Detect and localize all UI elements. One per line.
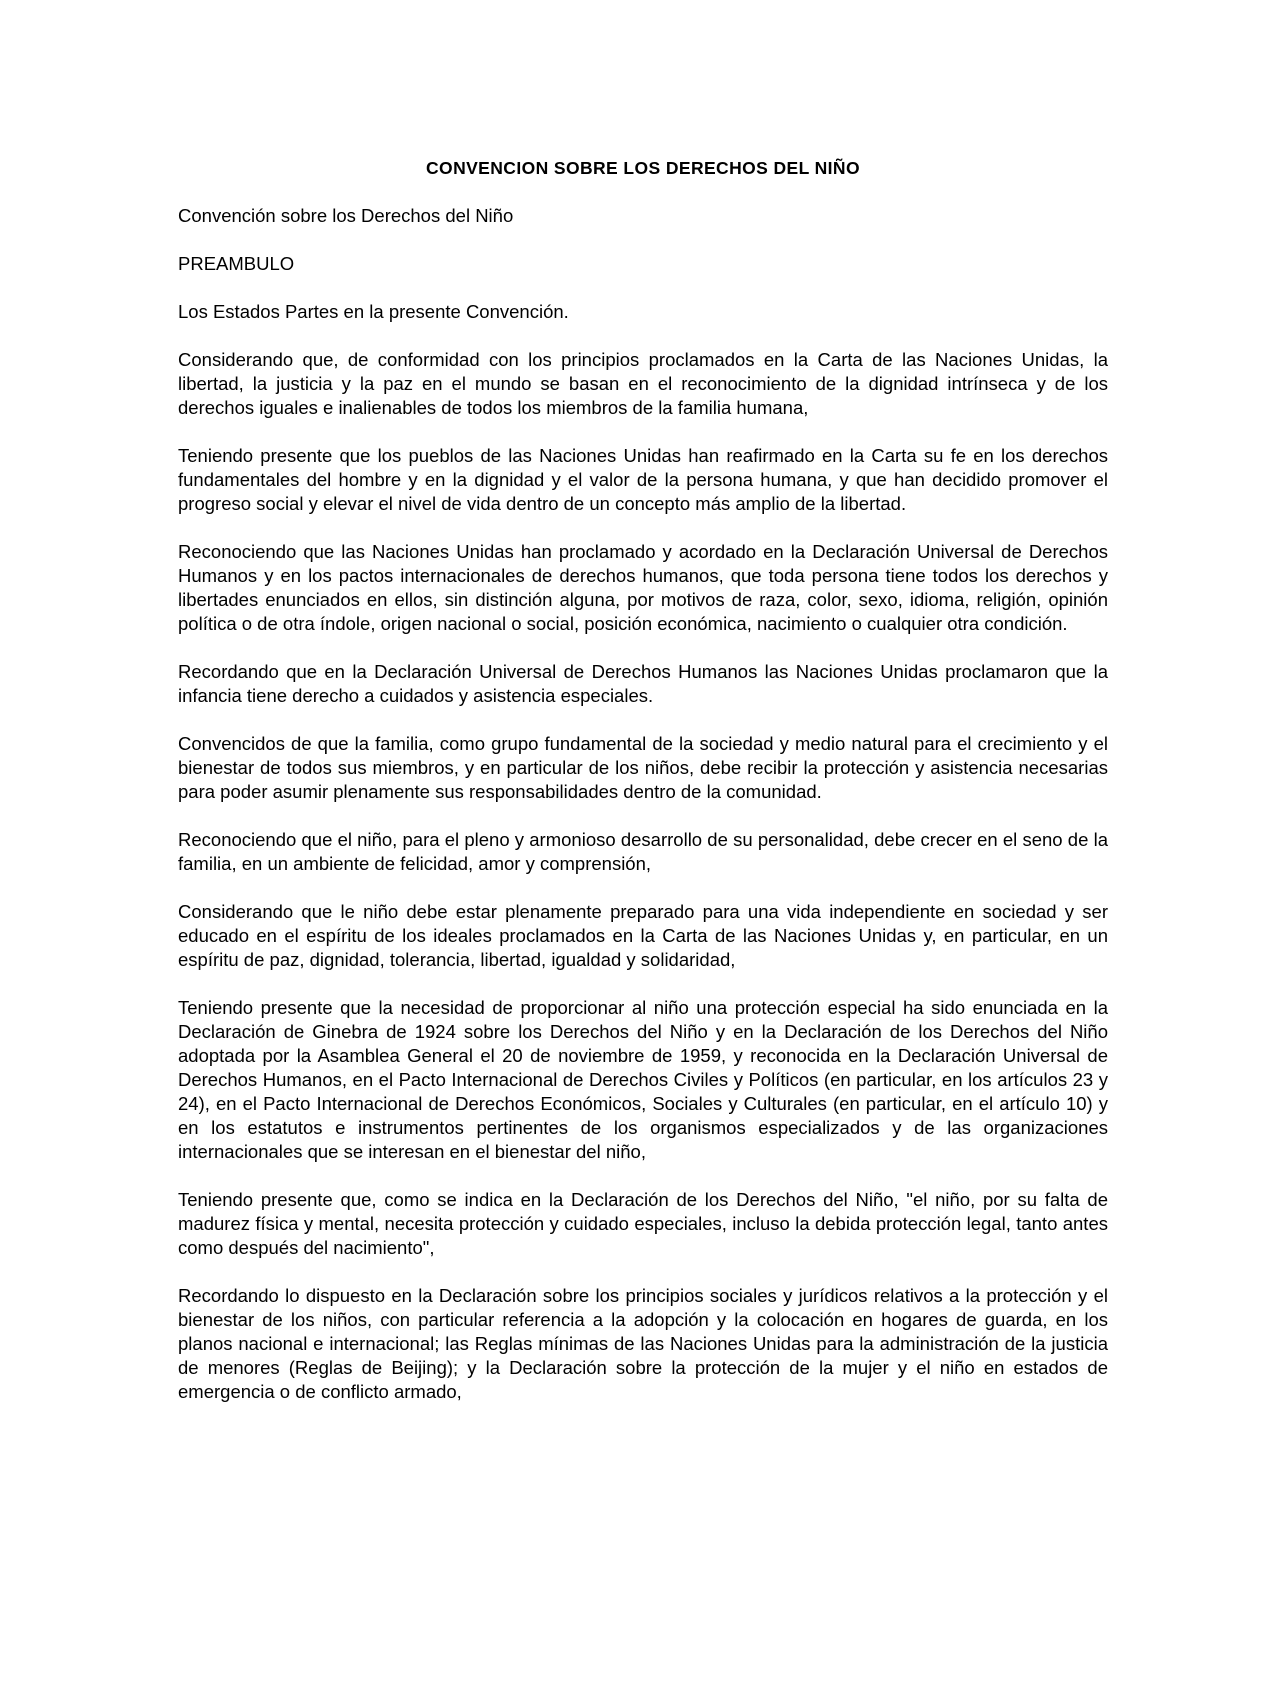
paragraph: Convencidos de que la familia, como grupo fundamental de la sociedad y medio natural para el crecimiento y el bienestar de todos sus miembros, y en particular de los niños, debe recibir la protección y asistencia necesarias para poder asumir plenamente sus responsabilidades dentro de la comunidad. xyxy=(178,733,1108,802)
paragraph: Teniendo presente que los pueblos de las Naciones Unidas han reafirmado en la Carta su fe en los derechos fundamentales del hombre y en la dignidad y el valor de la persona humana, y que han decidido promover el progreso social y elevar el nivel de vida dentro de un concepto más amplio de la libertad. xyxy=(178,445,1108,514)
paragraph: Los Estados Partes en la presente Convención. xyxy=(178,301,569,322)
document-subtitle: Convención sobre los Derechos del Niño xyxy=(178,205,514,226)
paragraph: Recordando lo dispuesto en la Declaración sobre los principios sociales y jurídicos relativos a la protección y el bienestar de los niños, con particular referencia a la adopción y la colocación en hogares de guarda, en los planos nacional e internacional; las Reglas mínimas de las Naciones Unidas para la administración de la justicia de menores (Reglas de Beijing); y la Declaración sobre la protección de la mujer y el niño en estados de emergencia o de conflicto armado, xyxy=(178,1285,1108,1402)
paragraph: Teniendo presente que, como se indica en la Declaración de los Derechos del Niño, "el niño, por su falta de madurez física y mental, necesita protección y cuidado especiales, incluso la debida protección legal, tanto antes como después del nacimiento", xyxy=(178,1189,1108,1258)
paragraph: Considerando que, de conformidad con los principios proclamados en la Carta de las Naciones Unidas, la libertad, la justicia y la paz en el mundo se basan en el reconocimiento de la dignidad intrínseca y de los derechos iguales e inalienables de todos los miembros de la familia humana, xyxy=(178,349,1108,418)
paragraph: Teniendo presente que la necesidad de proporcionar al niño una protección especial ha sido enunciada en la Declaración de Ginebra de 1924 sobre los Derechos del Niño y en la Declaración de los Derechos del Niño adoptada por la Asamblea General el 20 de noviembre de 1959, y reconocida en la Declaración Universal de Derechos Humanos, en el Pacto Internacional de Derechos Civiles y Políticos (en particular, en los artículos 23 y 24), en el Pacto Internacional de Derechos Económicos, Sociales y Culturales (en particular, en el artículo 10) y en los estatutos e instrumentos pertinentes de los organismos especializados y de las organizaciones internacionales que se interesan en el bienestar del niño, xyxy=(178,997,1108,1162)
paragraph: Reconociendo que las Naciones Unidas han proclamado y acordado en la Declaración Universal de Derechos Humanos y en los pactos internacionales de derechos humanos, que toda persona tiene todos los derechos y libertades enunciados en ellos, sin distinción alguna, por motivos de raza, color, sexo, idioma, religión, opinión política o de otra índole, origen nacional o social, posición económica, nacimiento o cualquier otra condición. xyxy=(178,541,1108,634)
document-body xyxy=(178,156,1108,1428)
section-heading: PREAMBULO xyxy=(178,253,295,274)
paragraph: Recordando que en la Declaración Universal de Derechos Humanos las Naciones Unidas proclamaron que la infancia tiene derecho a cuidados y asistencia especiales. xyxy=(178,661,1108,706)
paragraph: Reconociendo que el niño, para el pleno y armonioso desarrollo de su personalidad, debe crecer en el seno de la familia, en un ambiente de felicidad, amor y comprensión, xyxy=(178,829,1108,874)
paragraph: Considerando que le niño debe estar plenamente preparado para una vida independiente en sociedad y ser educado en el espíritu de los ideales proclamados en la Carta de las Naciones Unidas y, en particular, en un espíritu de paz, dignidad, tolerancia, libertad, igualdad y solidaridad, xyxy=(178,901,1108,970)
document-title: CONVENCION SOBRE LOS DERECHOS DEL NIÑO xyxy=(426,158,860,178)
